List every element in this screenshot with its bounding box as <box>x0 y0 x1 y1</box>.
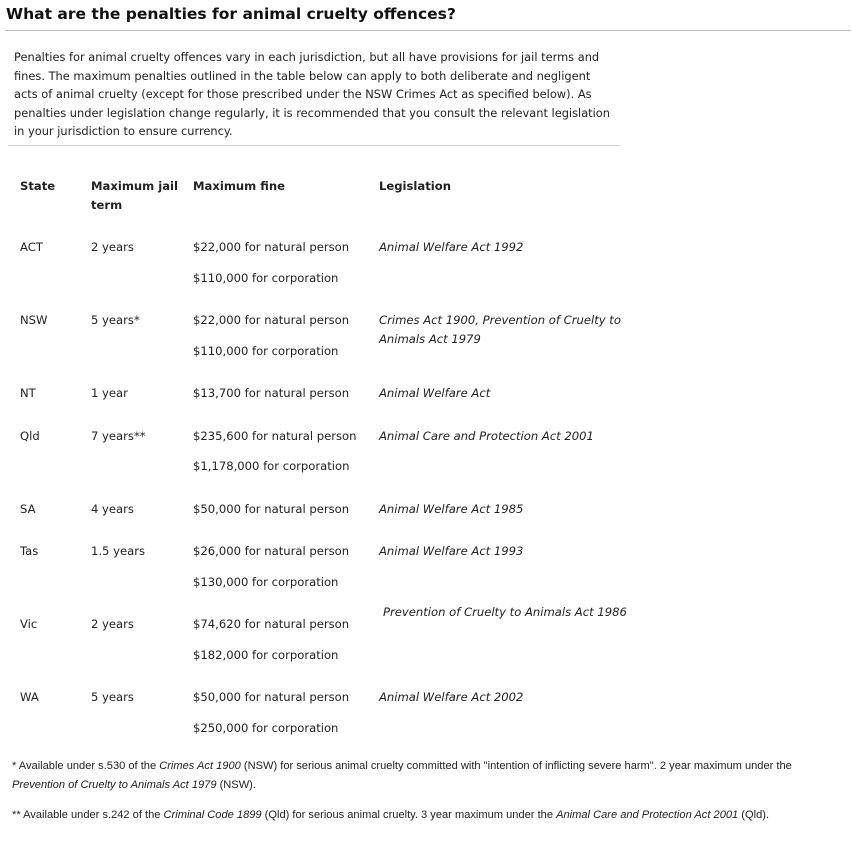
footnote-qld <box>12 806 844 825</box>
footnote-text: * Available under s.530 of the <box>12 760 160 772</box>
cell-fine-natural: $13,700 for natural person <box>193 386 350 400</box>
cell-legislation: Animal Welfare Act 2002 <box>379 690 524 704</box>
cell-jail: 1.5 years <box>91 544 146 558</box>
page-title: What are the penalties for animal cruelty offences? <box>6 5 456 23</box>
cell-legislation: Animal Welfare Act 1993 <box>379 544 524 558</box>
header-fine: Maximum fine <box>193 179 285 193</box>
cell-fine-corp: $130,000 for corporation <box>193 575 339 589</box>
cell-fine-natural: $74,620 for natural person <box>193 617 350 631</box>
cell-legislation: Crimes Act 1900, Prevention of Cruelty to Animals Act 1979 <box>379 313 621 346</box>
cell-state: NT <box>20 386 36 400</box>
header-legislation: Legislation <box>379 179 451 193</box>
footnote-act-title: Crimes Act 1900 <box>159 760 241 772</box>
cell-legislation: Animal Welfare Act <box>379 386 491 400</box>
intro-paragraph: Penalties for animal cruelty offences vary in each jurisdiction, but all have provisions for jail terms and fines. The maximum penalties outlined in the table below can apply to both deliberate and negligent acts of animal cruelty (except for those prescribed under the NSW Crimes Act as specified below). As penalties under legislation change regularly, it is recommended that you consult the relevant legislation in your jurisdiction to ensure currency. <box>14 50 610 139</box>
cell-fine-natural: $235,600 for natural person <box>193 429 357 443</box>
cell-jail: 7 years** <box>91 429 146 443</box>
cell-state: Vic <box>20 617 38 631</box>
cell-state: Qld <box>20 429 40 443</box>
cell-jail: 2 years <box>91 617 134 631</box>
cell-state: Tas <box>20 544 39 558</box>
cell-jail: 2 years <box>91 240 134 254</box>
cell-fine-natural: $50,000 for natural person <box>193 502 350 516</box>
footnote-text: (NSW). <box>216 779 256 791</box>
header-state: State <box>20 179 56 193</box>
footnote-text: (Qld) for serious animal cruelty. 3 year maximum under the <box>261 809 557 821</box>
cell-fine-natural: $22,000 for natural person <box>193 240 350 254</box>
cell-jail: 1 year <box>91 386 128 400</box>
title-divider <box>5 30 851 31</box>
cell-state: WA <box>20 690 39 704</box>
cell-fine-corp: $250,000 for corporation <box>193 721 339 735</box>
footnote-nsw <box>12 757 844 795</box>
cell-jail: 5 years <box>91 690 134 704</box>
cell-fine-natural: $50,000 for natural person <box>193 690 350 704</box>
cell-fine-corp: $110,000 for corporation <box>193 271 339 285</box>
cell-fine-corp: $1,178,000 for corporation <box>193 459 350 473</box>
cell-state: NSW <box>20 313 48 327</box>
cell-jail: 4 years <box>91 502 134 516</box>
footnote-act-title: Criminal Code 1899 <box>163 809 262 821</box>
cell-legislation: Animal Care and Protection Act 2001 <box>379 429 594 443</box>
footnote-text: ** Available under s.242 of the <box>12 809 164 821</box>
header-jail: Maximum jail term <box>91 179 179 212</box>
cell-fine-corp: $182,000 for corporation <box>193 648 339 662</box>
intro-divider <box>8 145 620 146</box>
cell-fine-natural: $22,000 for natural person <box>193 313 350 327</box>
cell-legislation: Animal Welfare Act 1985 <box>379 502 524 516</box>
cell-legislation: Animal Welfare Act 1992 <box>379 240 524 254</box>
footnote-act-title: Prevention of Cruelty to Animals Act 1979 <box>12 779 217 791</box>
cell-legislation: Prevention of Cruelty to Animals Act 1986 <box>383 605 627 619</box>
footnote-text: (NSW) for serious animal cruelty committed with "intention of inflicting severe harm". 2 year maximum under the <box>240 760 792 772</box>
cell-fine-corp: $110,000 for corporation <box>193 344 339 358</box>
footnote-act-title: Animal Care and Protection Act 2001 <box>556 809 739 821</box>
cell-state: SA <box>20 502 36 516</box>
footnote-text: (Qld). <box>738 809 770 821</box>
cell-state: ACT <box>20 240 43 254</box>
cell-jail: 5 years* <box>91 313 140 327</box>
cell-fine-natural: $26,000 for natural person <box>193 544 350 558</box>
